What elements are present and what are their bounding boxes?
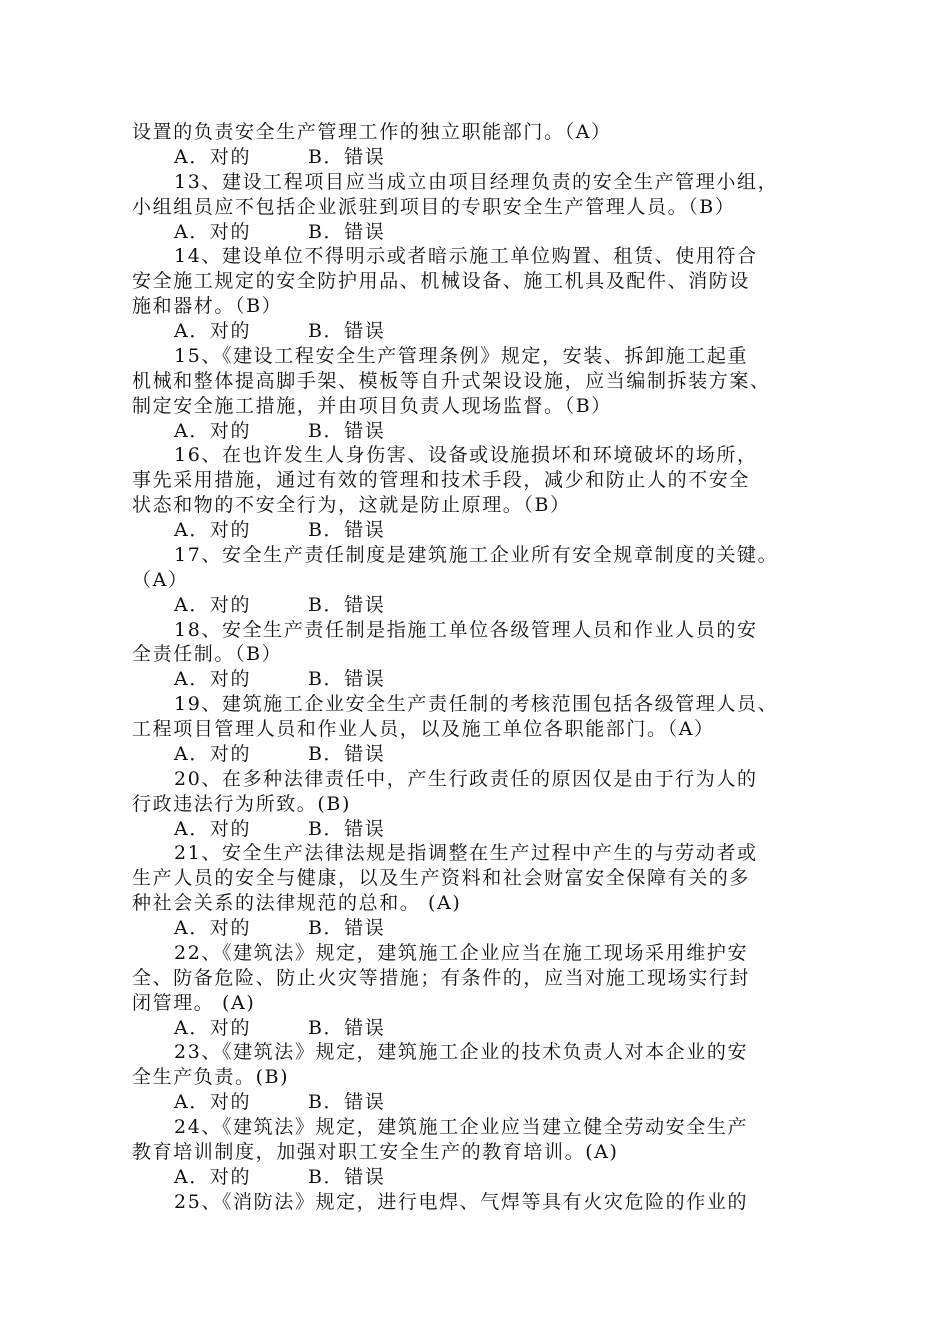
option-b: B．错误 [308,320,386,342]
answer-options [132,319,832,344]
question-start: 17、安全生产责任制度是建筑施工企业所有安全规章制度的关键。 [174,543,779,566]
option-b: B．错误 [308,220,386,243]
option-a: A．对的 [174,519,252,541]
question-start: 14、建设单位不得明示或者暗示施工单位购置、租赁、使用符合 [174,245,758,268]
question-line: 全责任制。（B） [132,643,283,666]
option-b: B．错误 [308,1016,386,1039]
option-b: B．错误 [308,519,386,541]
question-line: 小组组员应不包括企业派驻到项目的专职安全生产管理人员。（B） [132,195,736,218]
question-line: 施和器材。（B） [132,295,283,318]
answer-options [132,1165,832,1190]
option-a: A．对的 [174,320,252,342]
question-line: 安全施工规定的安全防护用品、机械设备、施工机具及配件、消防设 [132,270,751,293]
question-line: （A） [132,568,189,591]
answer-options [132,145,832,170]
question-start: 22、《建筑法》规定，建筑施工企业应当在施工现场采用维护安 [174,941,749,964]
question-line: 制定安全施工措施，并由项目负责人现场监督。（B） [132,394,612,417]
answer-options [132,419,832,444]
option-a: A．对的 [174,145,252,168]
question-line: 状态和物的不安全行为，这就是防止原理。（B） [132,494,571,517]
option-b: B．错误 [308,1091,386,1114]
question-start: 19、建筑施工企业安全生产责任制的考核范围包括各级管理人员、 [174,693,779,716]
answer-options [132,916,832,941]
option-a: A．对的 [174,917,252,939]
option-b: B．错误 [308,593,386,616]
answer-options [132,593,832,618]
question-line: 生产人员的安全与健康，以及生产资料和社会财富安全保障有关的多 [132,867,751,890]
text-line: 设置的负责安全生产管理工作的独立职能部门。（A） [132,121,612,143]
question-start: 13、建设工程项目应当成立由项目经理负责的安全生产管理小组， [174,170,779,193]
option-a: A．对的 [174,1016,252,1039]
answer-options [132,742,832,767]
question-start: 25、《消防法》规定，进行电焊、气焊等具有火灾危险的作业的 [174,1190,749,1213]
option-b: B．错误 [308,1165,386,1188]
question-line: 全、防备危险、防止火灾等措施；有条件的，应当对施工现场实行封 [132,966,751,989]
option-b: B．错误 [308,917,386,939]
question-start: 20、在多种法律责任中，产生行政责任的原因仅是由于行为人的 [174,767,758,790]
question-line: 种社会关系的法律规范的总和。 (A) [132,892,462,915]
question-line: 机械和整体提高脚手架、模板等自升式架设设施，应当编制拆装方案、 [132,369,771,392]
question-start: 15、《建设工程安全生产管理条例》规定，安装、拆卸施工起重 [174,344,749,367]
question-start: 24、《建筑法》规定，建筑施工企业应当建立健全劳动安全生产 [174,1116,749,1138]
answer-options [132,667,832,692]
answer-options [132,518,832,543]
option-b: B．错误 [308,742,386,765]
question-line: 行政违法行为所致。(B) [132,792,351,815]
option-a: A．对的 [174,668,252,691]
option-a: A．对的 [174,593,252,616]
answer-options [132,817,832,842]
document-body [132,120,832,1215]
question-line: 闭管理。 (A) [132,991,256,1014]
question-start: 21、安全生产法律法规是指调整在生产过程中产生的与劳动者或 [174,842,758,865]
option-a: A．对的 [174,817,252,840]
question-start: 18、安全生产责任制是指施工单位各级管理人员和作业人员的安 [174,618,758,641]
option-b: B．错误 [308,817,386,840]
question-line: 事先采用措施，通过有效的管理和技术手段，减少和防止人的不安全 [132,469,751,492]
option-a: A．对的 [174,1165,252,1188]
question-start: 16、在也许发生人身伤害、设备或设施损坏和环境破坏的场所， [174,444,758,467]
option-a: A．对的 [174,419,252,442]
question-line: 全生产负责。(B) [132,1066,290,1089]
question-start: 23、《建筑法》规定，建筑施工企业的技术负责人对本企业的安 [174,1041,749,1064]
question-line: 教育培训制度，加强对职工安全生产的教育培训。(A) [132,1140,619,1163]
answer-options [132,1090,832,1115]
option-b: B．错误 [308,668,386,691]
option-b: B．错误 [308,419,386,442]
option-b: B．错误 [308,145,386,168]
answer-options [132,220,832,245]
option-a: A．对的 [174,742,252,765]
option-a: A．对的 [174,220,252,243]
answer-options [132,1016,832,1041]
question-line: 工程项目管理人员和作业人员，以及施工单位各职能部门。（A） [132,718,715,740]
option-a: A．对的 [174,1091,252,1114]
